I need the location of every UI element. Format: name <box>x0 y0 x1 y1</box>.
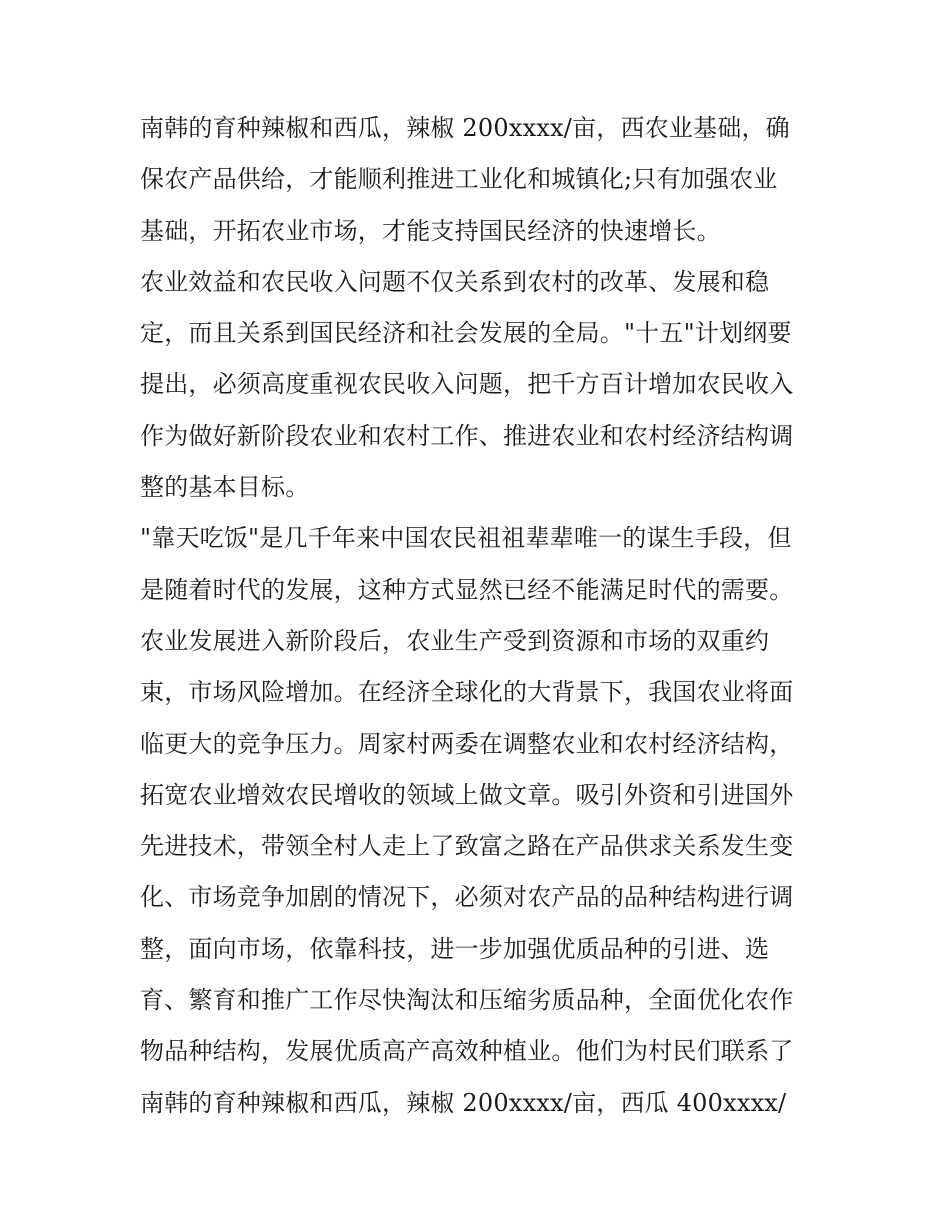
text-line: 育、繁育和推广工作尽快淘汰和压缩劣质品种，全面优化农作 <box>140 986 794 1015</box>
text-line: 整，面向市场，依靠科技，进一步加强优质品种的引进、选 <box>140 934 770 963</box>
text-line: 拓宽农业增效农民增收的领域上做文章。吸引外资和引进国外 <box>140 780 794 809</box>
text-line: 农业效益和农民收入问题不仅关系到农村的改革、发展和稳 <box>140 267 770 296</box>
text-line: "靠天吃饭"是几千年来中国农民祖祖辈辈唯一的谋生手段，但 <box>140 524 792 553</box>
text-line: 物品种结构，发展优质高产高效种植业。他们为村民们联系了 <box>140 1037 794 1066</box>
document-body <box>140 103 820 1129</box>
text-line: 南韩的育种辣椒和西瓜，辣椒 200xxxx/亩，西农业基础，确 <box>140 114 790 142</box>
text-line: 基础，开拓农业市场，才能支持国民经济的快速增长。 <box>140 216 721 245</box>
text-line: 临更大的竞争压力。周家村两委在调整农业和农村经济结构， <box>140 729 794 758</box>
text-line: 是随着时代的发展，这种方式显然已经不能满足时代的需要。 <box>140 575 794 604</box>
text-line: 保农产品供给，才能顺利推进工业化和城镇化;只有加强农业 <box>140 165 778 194</box>
text-line: 提出，必须高度重视农民收入问题，把千方百计增加农民收入 <box>140 370 794 399</box>
text-line: 化、市场竞争加剧的情况下，必须对农产品的品种结构进行调 <box>140 883 794 912</box>
text-line: 束，市场风险增加。在经济全球化的大背景下，我国农业将面 <box>140 678 794 707</box>
text-line: 作为做好新阶段农业和农村工作、推进农业和农村经济结构调 <box>140 421 794 450</box>
text-line: 南韩的育种辣椒和西瓜，辣椒 200xxxx/亩，西瓜 400xxxx/ <box>140 1088 787 1117</box>
text-line: 定，而且关系到国民经济和社会发展的全局。"十五"计划纲要 <box>140 319 792 348</box>
text-line: 先进技术，带领全村人走上了致富之路在产品供求关系发生变 <box>140 832 794 861</box>
text-line: 农业发展进入新阶段后，农业生产受到资源和市场的双重约 <box>140 626 770 655</box>
text-line: 整的基本目标。 <box>140 473 310 502</box>
